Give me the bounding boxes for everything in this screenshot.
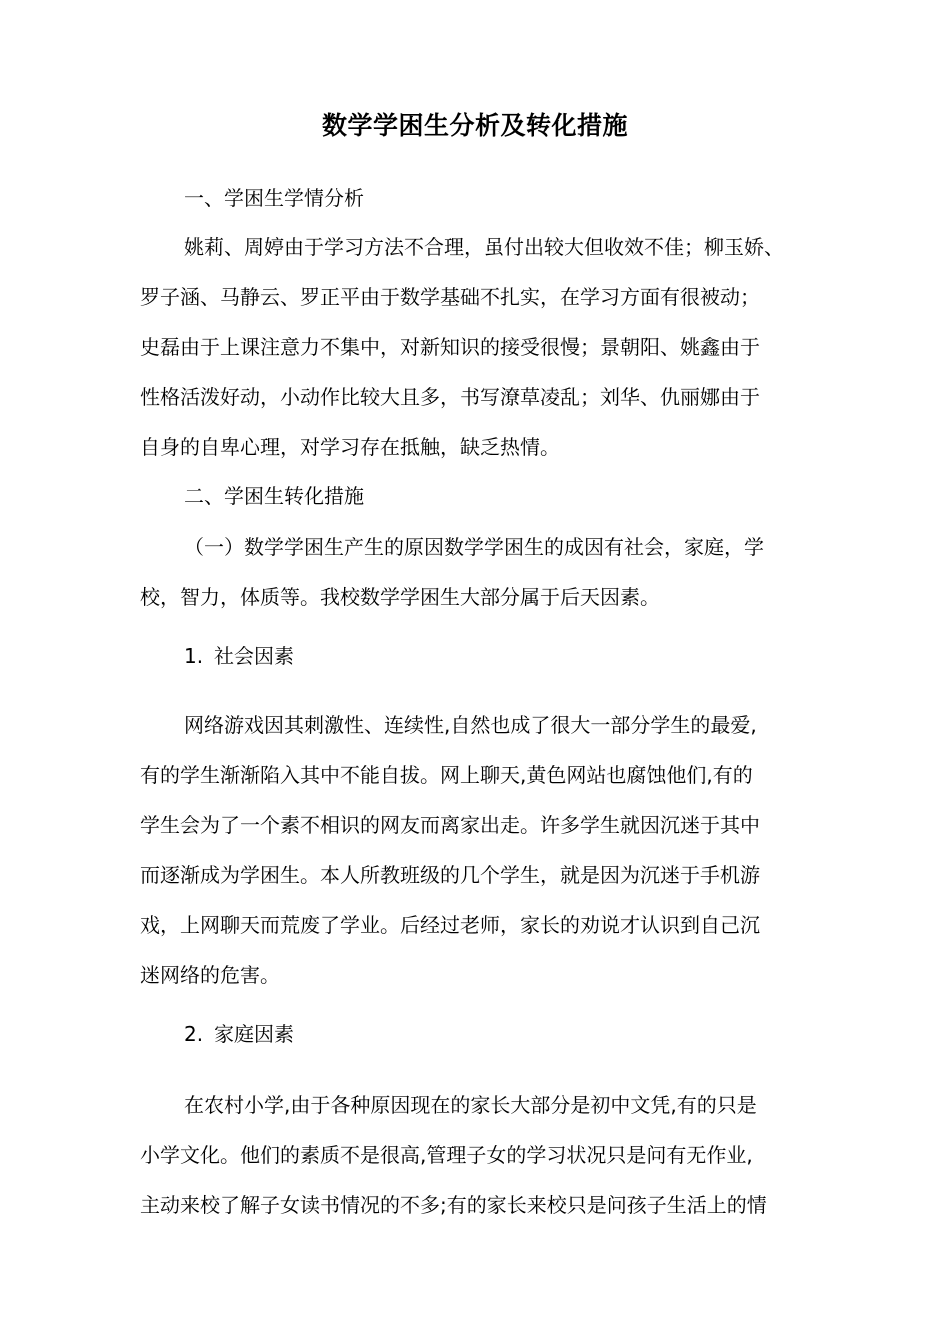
family-factors-paragraph xyxy=(140,1080,820,1230)
document-title: 数学学困生分析及转化措施 xyxy=(321,111,628,140)
paragraph-line: 小学文化。他们的素质不是很高,管理子女的学习状况只是问有无作业, xyxy=(140,1143,753,1167)
subheading-social-factors xyxy=(184,638,294,674)
paragraph-line: 校，智力，体质等。我校数学学困生大部分属于后天因素。 xyxy=(140,585,660,609)
section-heading-measures: 二、学困生转化措施 xyxy=(184,484,364,508)
paragraph-line: 在农村小学,由于各种原因现在的家长大部分是初中文凭,有的只是 xyxy=(184,1093,757,1117)
paragraph-line: 自身的自卑心理，对学习存在抵触，缺乏热情。 xyxy=(140,435,560,459)
paragraph-line: 迷网络的危害。 xyxy=(140,963,280,987)
subheading-number: 1. xyxy=(184,644,204,668)
paragraph-line: 而逐渐成为学困生。本人所教班级的几个学生，就是因为沉迷于手机游 xyxy=(140,863,760,887)
subheading-label: 家庭因素 xyxy=(214,1022,294,1046)
paragraph-line: 性格活泼好动，小动作比较大且多，书写潦草凌乱；刘华、仇丽娜由于 xyxy=(140,385,760,409)
paragraph-line: 有的学生渐渐陷入其中不能自拔。网上聊天,黄色网站也腐蚀他们,有的 xyxy=(140,763,753,787)
paragraph-line: 主动来校了解子女读书情况的不多;有的家长来校只是问孩子生活上的情 xyxy=(140,1193,767,1217)
paragraph-line: 戏，上网聊天而荒废了学业。后经过老师，家长的劝说才认识到自己沉 xyxy=(140,913,760,937)
paragraph-line: 姚莉、周婷由于学习方法不合理，虽付出较大但收效不佳；柳玉娇、 xyxy=(184,235,784,259)
social-factors-paragraph xyxy=(140,700,820,1000)
causes-paragraph xyxy=(140,522,820,622)
section-heading-analysis: 一、学困生学情分析 xyxy=(184,186,364,210)
paragraph-line: （一）数学学困生产生的原因数学学困生的成因有社会，家庭，学 xyxy=(184,535,764,559)
subheading-family-factors xyxy=(184,1016,294,1052)
subheading-label: 社会因素 xyxy=(214,644,294,668)
subheading-number: 2. xyxy=(184,1022,204,1046)
paragraph-line: 网络游戏因其刺激性、连续性,自然也成了很大一部分学生的最爱, xyxy=(184,713,757,737)
analysis-paragraph xyxy=(140,222,820,472)
paragraph-line: 罗子涵、马静云、罗正平由于数学基础不扎实，在学习方面有很被动； xyxy=(140,285,760,309)
paragraph-line: 学生会为了一个素不相识的网友而离家出走。许多学生就因沉迷于其中 xyxy=(140,813,760,837)
paragraph-line: 史磊由于上课注意力不集中，对新知识的接受很慢；景朝阳、姚鑫由于 xyxy=(140,335,760,359)
